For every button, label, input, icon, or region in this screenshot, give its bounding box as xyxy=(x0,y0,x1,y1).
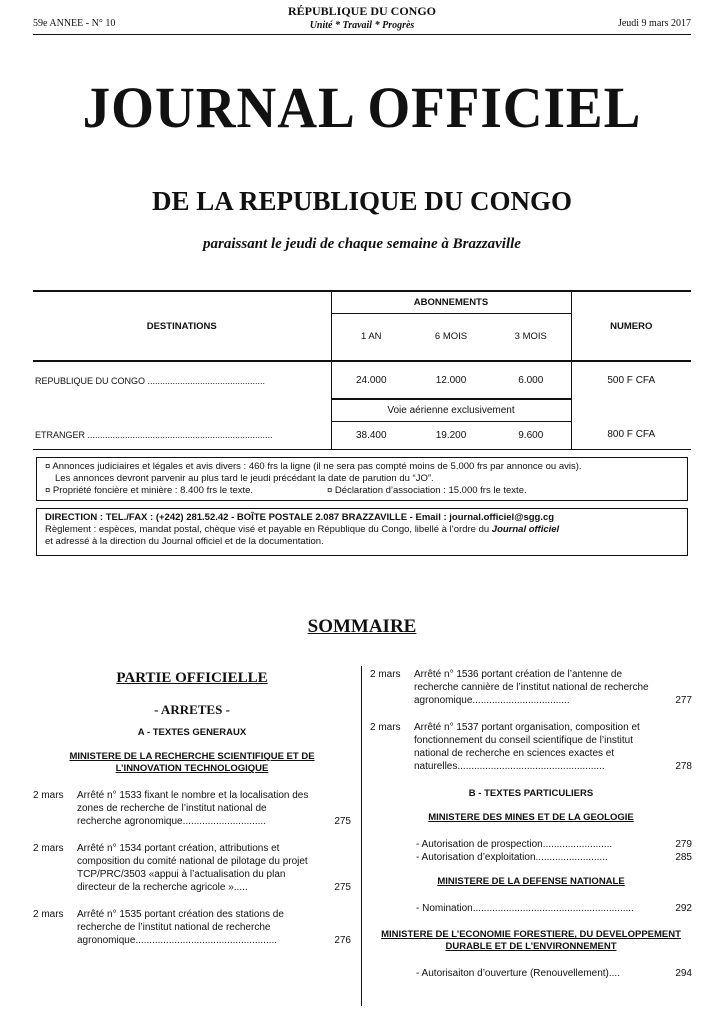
destination-congo: REPUBLIQUE DU CONGO ............................................... xyxy=(33,361,331,399)
section-a-heading: A - TEXTES GENERAUX xyxy=(137,727,247,738)
association-rate: ¤ Déclaration d’association : 15.000 frs le texte. xyxy=(327,485,527,496)
entry-page: 278 xyxy=(675,761,692,772)
sommaire-right-column xyxy=(370,666,692,980)
entry-page: 276 xyxy=(334,935,351,946)
destinations-header: DESTINATIONS xyxy=(33,291,331,361)
price-cell: 9.600 xyxy=(491,421,571,449)
subscription-table xyxy=(33,290,691,450)
price-cell: 12.000 xyxy=(411,361,491,399)
period-1an: 1 AN xyxy=(331,313,411,361)
voie-note: Voie aérienne exclusivement xyxy=(331,399,571,421)
entry-text: Arrêté n° 1535 portant création des stations de recherche de l’institut national de recherche agronomique................................................... xyxy=(77,909,284,946)
list-item xyxy=(370,851,692,864)
announcements-box xyxy=(36,457,688,501)
list-item xyxy=(33,908,351,947)
list-item xyxy=(33,842,351,894)
period-3mois: 3 MOIS xyxy=(514,331,547,343)
entry-text: - Autorisation de prospection......................... xyxy=(416,839,613,850)
issue-number: 59e ANNEE - N° 10 xyxy=(33,18,116,29)
header-rule xyxy=(33,34,691,35)
national-motto: Unité * Travail * Progrès xyxy=(309,20,415,31)
republic-header xyxy=(0,4,724,31)
entry-text: Arrêté n° 1533 fixant le nombre et la localisation des zones de recherche de l’institut national de recherche agronomique.............................. xyxy=(77,790,309,827)
ministry-defense-heading: MINISTERE DE LA DEFENSE NATIONALE xyxy=(437,876,625,887)
entry-page: 294 xyxy=(675,968,692,979)
entry-page: 285 xyxy=(675,852,692,863)
column-divider xyxy=(361,666,362,1006)
partie-officielle-heading: PARTIE OFFICIELLE xyxy=(116,670,268,686)
issue-date: Jeudi 9 mars 2017 xyxy=(617,18,691,29)
list-item xyxy=(370,967,692,980)
payable-to: Journal officiel xyxy=(491,524,560,535)
entry-date: 2 mars xyxy=(33,909,64,920)
entry-page: 275 xyxy=(334,882,351,893)
entry-page: 279 xyxy=(675,839,692,850)
republic-name: RÉPUBLIQUE DU CONGO xyxy=(287,4,436,18)
section-b-heading: B - TEXTES PARTICULIERS xyxy=(468,788,594,799)
price-cell: 24.000 xyxy=(331,361,411,399)
table-row xyxy=(33,421,691,449)
announcements-rate: ¤ Annonces judiciaires et légales et avis divers : 460 frs la ligne (il ne sera pas compté moins de 5.000 frs par annonce ou avis). xyxy=(45,461,582,472)
journal-title: JOURNAL OFFICIEL xyxy=(82,75,642,140)
property-rate: ¤ Propriété foncière et minière : 8.400 frs le texte. xyxy=(45,485,254,496)
abonnements-header: ABONNEMENTS xyxy=(331,291,571,313)
list-item xyxy=(370,721,692,773)
entry-page: 292 xyxy=(675,903,692,914)
list-item xyxy=(370,838,692,851)
entry-date: 2 mars xyxy=(33,790,64,801)
period-6mois: 6 MOIS xyxy=(434,331,468,343)
entry-text: - Autorisation d’exploitation.......................... xyxy=(416,852,608,863)
direction-contact: DIRECTION : TEL./FAX : (+242) 281.52.42 - BOÎTE POSTALE 2.087 BRAZZAVILLE - Email : journal.officiel@sgg.cg xyxy=(45,512,555,523)
sommaire-title: SOMMAIRE xyxy=(307,616,417,637)
journal-subtitle: DE LA REPUBLIQUE DU CONGO xyxy=(151,186,573,216)
ministry-forest-heading: MINISTERE DE L’ECONOMIE FORESTIERE, DU DEVELOPPEMENT DURABLE ET DE L’ENVIRONNEMENT xyxy=(381,929,681,952)
price-cell: 6.000 xyxy=(491,361,571,399)
entry-date: 2 mars xyxy=(33,843,64,854)
numero-header: NUMERO xyxy=(571,291,691,361)
entry-text: Arrêté n° 1537 portant organisation, composition et fonctionnement du conseil scientifique de l’institut national de recherche en sciences exactes et naturelles..................................................... xyxy=(414,722,640,772)
entry-page: 277 xyxy=(675,695,692,706)
entry-text: - Nomination.......................................................... xyxy=(416,903,634,914)
payment-terms: Règlement : espèces, mandat postal, chèque visé et payable en République du Congo, libellé à l’ordre du xyxy=(45,524,492,535)
list-item xyxy=(370,668,692,707)
price-cell: 19.200 xyxy=(411,421,491,449)
list-item xyxy=(33,789,351,828)
list-item xyxy=(370,902,692,915)
announcements-deadline: Les annonces devront parvenir au plus tard le jeudi précédant la date de parution du “JO”. xyxy=(55,473,434,484)
ministry-research-heading: MINISTERE DE LA RECHERCHE SCIENTIFIQUE ET DE L’INNOVATION TECHNOLOGIQUE xyxy=(69,751,315,774)
numero-price: 500 F CFA xyxy=(571,361,691,399)
table-row xyxy=(33,361,691,399)
entry-date: 2 mars xyxy=(370,669,401,680)
journal-tagline: paraissant le jeudi de chaque semaine à Brazzaville xyxy=(203,236,521,252)
payment-address: et adressé à la direction du Journal officiel et de la documentation. xyxy=(45,536,324,547)
price-cell: 38.400 xyxy=(331,421,411,449)
destination-etranger: ETRANGER .......................................................................... xyxy=(33,421,331,449)
ministry-mines-heading: MINISTERE DES MINES ET DE LA GEOLOGIE xyxy=(428,812,634,823)
entry-text: Arrêté n° 1536 portant création de l’antenne de recherche cannière de l’institut national de recherche agronomique................................... xyxy=(414,669,649,706)
numero-price: 800 F CFA xyxy=(571,421,691,449)
direction-box xyxy=(36,508,688,556)
entry-page: 275 xyxy=(334,816,351,827)
entry-date: 2 mars xyxy=(370,722,401,733)
entry-text: - Autorisaiton d’ouverture (Renouvellement).... xyxy=(416,968,620,979)
sommaire-left-column xyxy=(33,666,351,947)
arretes-heading: - ARRETES - xyxy=(154,702,230,717)
entry-text: Arrêté n° 1534 portant création, attributions et composition du comité national de pilotage du projet TCP/PRC/3503 «appui à l’actualisation du plan directeur de la recherche agricole »..... xyxy=(77,843,308,893)
